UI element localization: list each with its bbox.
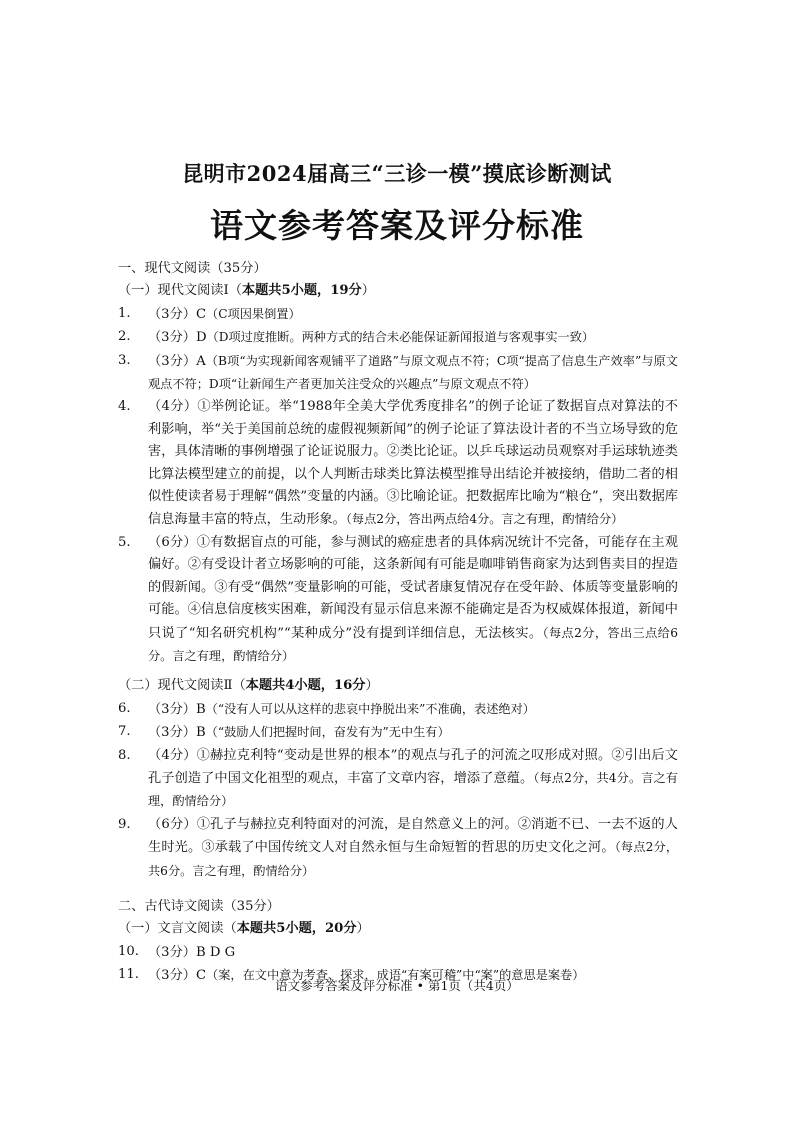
section-heading-classical-reading: 二、古代诗文阅读（35分）	[118, 898, 280, 914]
section-heading-modern-reading: 一、现代文阅读（35分）	[118, 261, 267, 276]
answer-item-3: 3. （3分）A（B项“为实现新闻客观铺平了道路”与原文观点不符；C项“提高了信息生产效率”与原文观点不符；D项“让新闻生产者更加关注受众的兴趣点”与原文观点不符）	[118, 352, 678, 392]
answer-item-11: 11. （3分）C（案，在文中意为考查、探求，成语“有案可稽”中“案”的意思是案卷）	[118, 967, 585, 984]
page-footer: 语文参考答案及评分标准 • 第1页（共4页）	[275, 978, 519, 993]
answer-item-10: 10. （3分）B D G	[118, 943, 236, 960]
answer-item-5: 5. （6分）①有数据盲点的可能，参与测试的癌症患者的具体病况统计不完备，可能存在主观偏好。②有受设计者立场影响的可能，这条新闻有可能是咖啡销售商家为达到售卖目的捏造的假新闻。③有受“偶然”变量影响的可能，受试者康复情况存在受年龄、体质等变量影响的可能。④信息信度核实困难，新闻没有显示信息来源不能确定是否为权威媒体报道，新闻中只说了“知名研究机构”“某种成分”没有提到详细信息，无法核实。（每点2分，答出三点给6分。言之有理，酌情给分）	[118, 534, 678, 663]
answer-item-8: 8. （4分）①赫拉克利特“变动是世界的根本”的观点与孔子的河流之叹形成对照。②引出后文孔子创造了中国文化祖型的观点，丰富了文章内容，增添了意蕴。（每点2分，共4分。言之有理，酌情给分）	[118, 747, 678, 809]
answer-item-9: 9. （6分）①孔子与赫拉克利特面对的河流，是自然意义上的河。②消逝不已、一去不返的人生时光。③承载了中国传统文人对自然永恒与生命短暂的哲思的历史文化之河。（每点2分，共6分。言之有理，酌情给分）	[118, 816, 679, 878]
answer-item-2: 2. （3分）D（D项过度推断。两种方式的结合未必能保证新闻报道与客观事实一致）	[118, 329, 595, 346]
answer-item-1: 1. （3分）C（C项因果倒置）	[118, 305, 301, 322]
answer-content	[118, 258, 678, 988]
document-subtitle: 语文参考答案及评分标准	[210, 206, 584, 245]
answer-item-4: 4. （4分）①举例论证。举“1988年全美大学优秀度排名”的例子论证了数据盲点对算法的不利影响，举“关于美国前总统的虚假视频新闻”的例子论证了算法设计者的不当立场导致的危害，具体清晰的事例增强了论证说服力。②类比论证。以乒乓球运动员观察对手运球轨迹类比算法模型建立的前提，以个人判断击球类比算法模型推导出结论并被接纳，借助二者的相似性使读者易于理解“偶然”变量的内涵。③比喻论证。把数据库比喻为“粮仓”，突出数据库信息海量丰富的特点，生动形象。（每点2分，答出两点给4分。言之有理，酌情给分）	[118, 399, 678, 528]
answer-item-6: 6. （3分）B（“没有人可以从这样的悲哀中挣脱出来”不准确，表述绝对）	[118, 700, 535, 717]
subsection-heading-classical-1: （一）文言文阅读（本题共5小题，20分）	[118, 921, 370, 937]
answer-item-7: 7. （3分）B（“鼓励人们把握时间，奋发有为”无中生有）	[118, 724, 450, 741]
subsection-heading-modern-2: （二）现代文阅读Ⅱ（本题共4小题，16分）	[118, 678, 379, 694]
subsection-heading-modern-1: （一）现代文阅读Ⅰ（本题共5小题，19分）	[118, 283, 375, 299]
exam-title: 昆明市2024届高三“三诊一模”摸底诊断测试	[182, 161, 612, 186]
